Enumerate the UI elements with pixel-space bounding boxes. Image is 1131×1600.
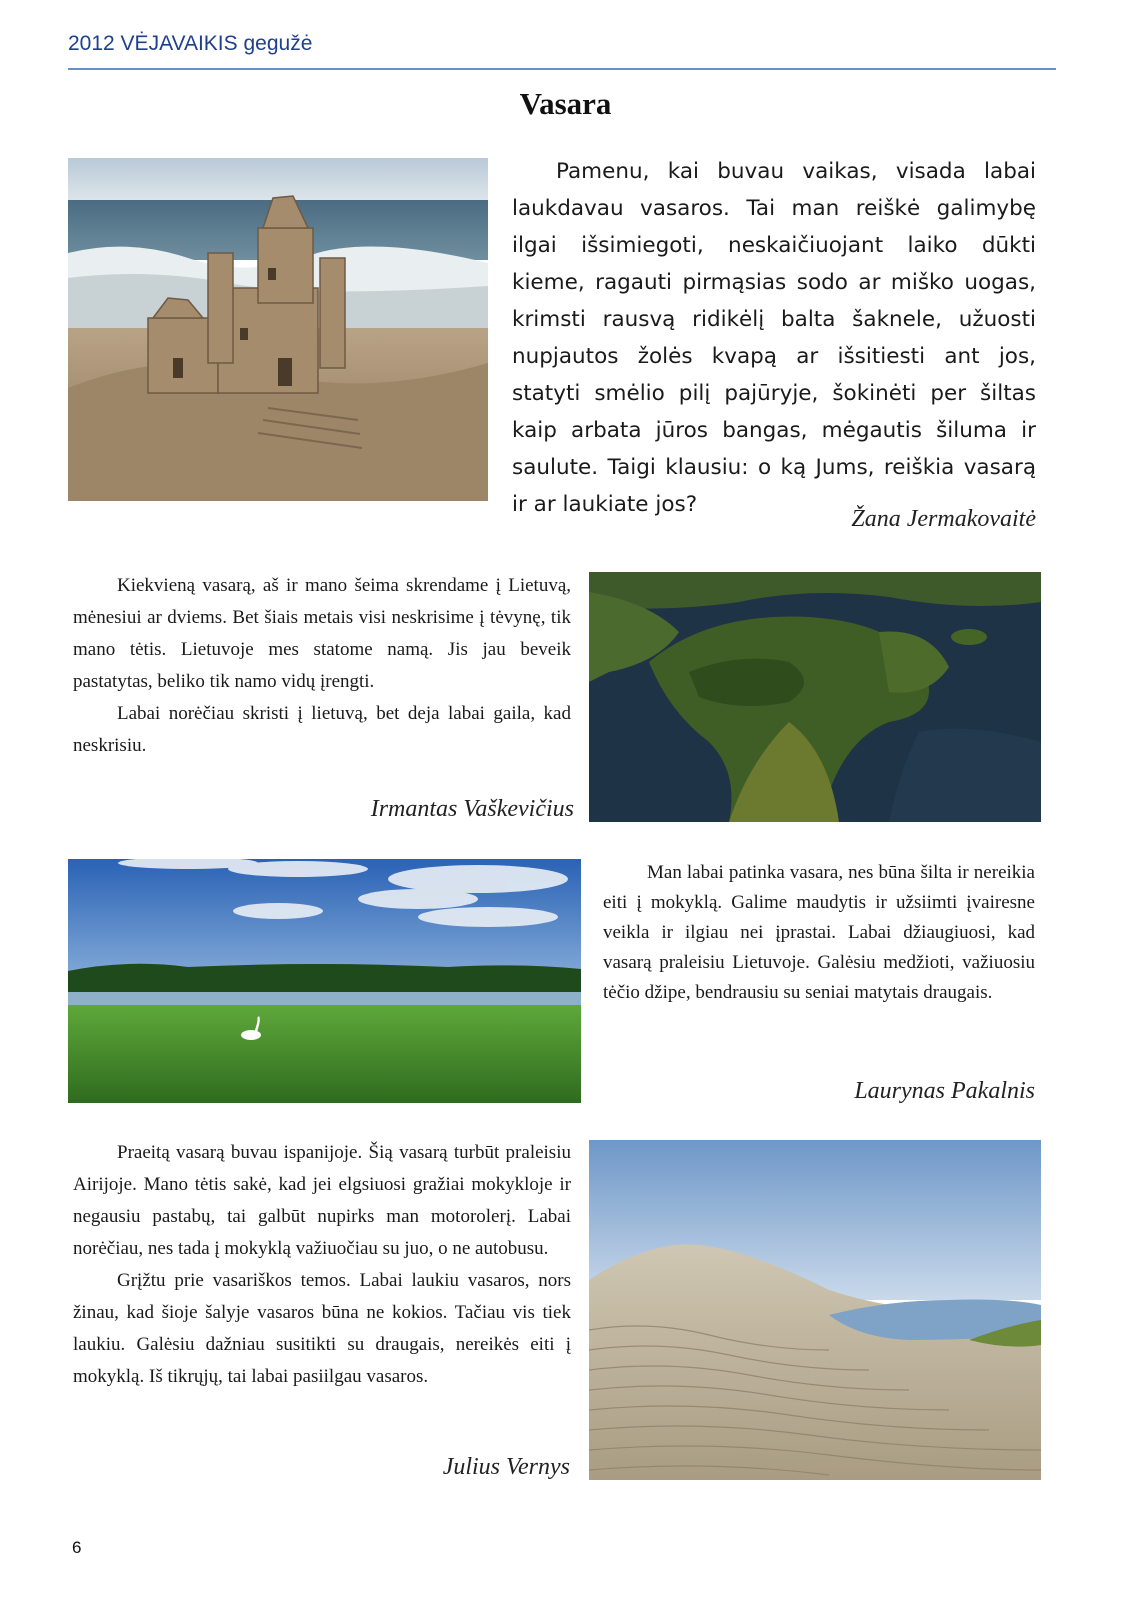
author-zana-jermakovaite: Žana Jermakovaitė bbox=[851, 506, 1036, 532]
author-julius-vernys: Julius Vernys bbox=[442, 1454, 570, 1480]
section-4-paragraph-2: Grįžtu prie vasariškos temos. Labai laukiu vasaros, nors žinau, kad šioje šalyje vasaros būna ne kokios. Tačiau vis tiek laukiu. Galėsiu dažniau susitikti su draugais, nereikės eiti į mokyklą. Iš tikrųjų, tai labai pasiilgau vasaros. bbox=[73, 1270, 571, 1387]
section-1-paragraph-1: Pamenu, kai buvau vaikas, visada labai laukdavau vasaros. Tai man reiškė galimybę ilgai išsimiegoti, neskaičiuojant laiko dūkti kieme, ragauti pirmąsias sodo ar miško uogas, krimsti rausvą ridikėlį balta šaknele, užuosti nupjautos žolės kvapą ar išsitiesti ant jos, statyti smėlio pilį pajūryje, šokinėti per šiltas kaip arbata jūros bangas, mėgautis šiluma ir saulute. Taigi klausiu: o ką Jums, reiškia vasarą ir ar laukiate jos? bbox=[512, 159, 1036, 517]
lake-meadow-swan-photo bbox=[68, 859, 581, 1103]
page-title: Vasara bbox=[519, 86, 612, 121]
author-irmantas-vaskevicius: Irmantas Vaškevičius bbox=[370, 796, 574, 822]
article-section-2 bbox=[73, 570, 571, 762]
section-3-paragraph-1: Man labai patinka vasara, nes būna šilta ir nereikia eiti į mokyklą. Galime maudytis ir užsiimti įvairesne veikla ir ilgiau nei įprastai. Labai džiaugiuosi, kad vasarą praleisiu Lietuvoje. Galėsiu medžioti, važiuosiu tėčio džipe, bendrausiu su seniai matytais draugais. bbox=[603, 862, 1035, 1003]
author-laurynas-pakalnis: Laurynas Pakalnis bbox=[854, 1078, 1035, 1104]
section-4-paragraph-1: Praeitą vasarą buvau ispanijoje. Šią vasarą turbūt praleisiu Airijoje. Mano tėtis sakė, kad jei elgsiuosi gražiai mokykloje ir negausiu pastabų, tai galbūt nupirks man motorolerį. Labai norėčiau, nes tada į mokyklą važiuočiau su juo, o ne autobusu. bbox=[73, 1142, 571, 1259]
page-number: 6 bbox=[72, 1538, 82, 1557]
article-section-3 bbox=[603, 858, 1035, 1008]
section-2-paragraph-1: Kiekvieną vasarą, aš ir mano šeima skrendame į Lietuvą, mėnesiui ar dviems. Bet šiais metais visi neskrisime į tėvynę, tik mano tėtis. Lietuvoje mes statome namą. Jis jau beveik pastatytas, beliko tik namo vidų įrengti. bbox=[73, 575, 571, 692]
section-2-paragraph-2: Labai norėčiau skristi į lietuvą, bet deja labai gaila, kad neskrisiu. bbox=[73, 703, 571, 756]
article-section-4 bbox=[73, 1137, 571, 1393]
aerial-lakes-photo bbox=[589, 572, 1041, 822]
sandcastle-photo bbox=[68, 158, 488, 501]
article-section-1 bbox=[512, 153, 1036, 523]
sand-dune-photo bbox=[589, 1140, 1041, 1480]
header-title: 2012 VĖJAVAIKIS gegužė bbox=[68, 32, 313, 55]
header-rule bbox=[68, 68, 1056, 70]
